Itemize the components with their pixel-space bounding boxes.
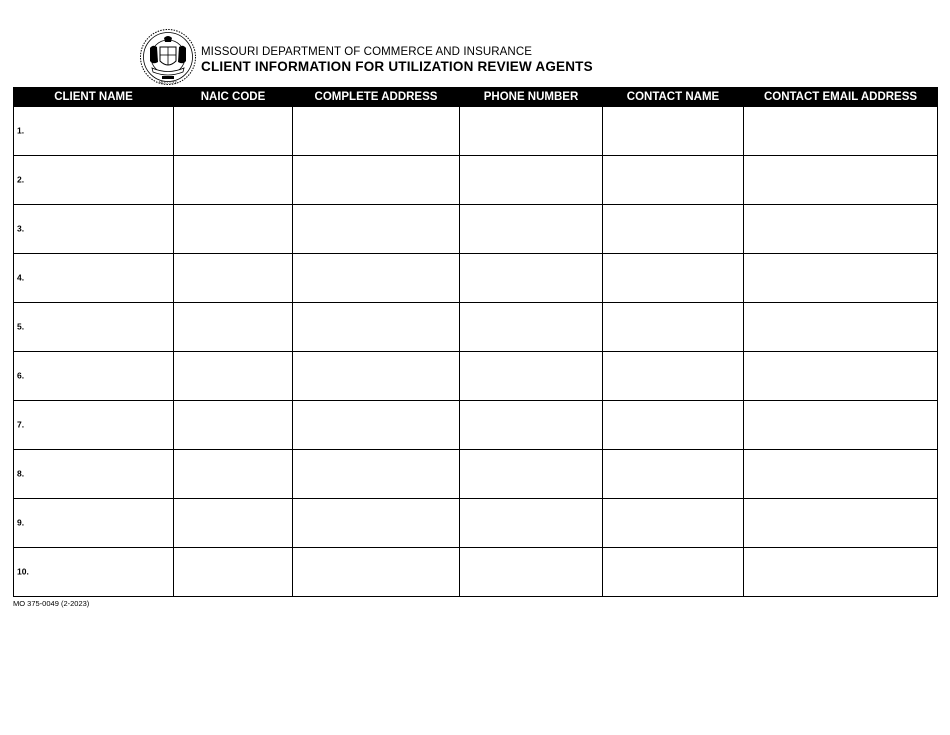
phone-number-field[interactable] <box>460 352 603 401</box>
contact-email-field[interactable] <box>744 499 938 548</box>
client-name-field[interactable] <box>14 499 174 548</box>
client-name-field[interactable] <box>14 548 174 597</box>
contact-name-field[interactable] <box>603 401 744 450</box>
contact-name-field[interactable] <box>603 548 744 597</box>
table-row <box>14 205 938 254</box>
phone-number-field[interactable] <box>460 548 603 597</box>
naic-code-field[interactable] <box>174 401 293 450</box>
complete-address-field[interactable] <box>293 499 460 548</box>
complete-address-field[interactable] <box>293 156 460 205</box>
row-number: 4. <box>17 272 25 283</box>
contact-name-field[interactable] <box>603 499 744 548</box>
complete-address-field[interactable] <box>293 205 460 254</box>
row-number: 6. <box>17 370 25 381</box>
client-name-field[interactable] <box>14 450 174 499</box>
client-information-table <box>13 87 938 597</box>
table-header-row <box>14 87 938 107</box>
form-number: MO 375-0049 (2-2023) <box>13 599 90 608</box>
form-title: CLIENT INFORMATION FOR UTILIZATION REVIEW AGENTS <box>201 59 593 74</box>
column-header-phone-number: PHONE NUMBER <box>460 87 603 107</box>
client-name-field[interactable] <box>14 156 174 205</box>
complete-address-field[interactable] <box>293 401 460 450</box>
naic-code-field[interactable] <box>174 156 293 205</box>
contact-name-field[interactable] <box>603 107 744 156</box>
contact-name-field[interactable] <box>603 205 744 254</box>
row-number: 2. <box>17 174 25 185</box>
complete-address-field[interactable] <box>293 107 460 156</box>
phone-number-field[interactable] <box>460 107 603 156</box>
client-name-field[interactable] <box>14 303 174 352</box>
column-header-client-name: CLIENT NAME <box>14 87 174 107</box>
contact-email-field[interactable] <box>744 352 938 401</box>
complete-address-field[interactable] <box>293 352 460 401</box>
row-number: 7. <box>17 419 25 430</box>
phone-number-field[interactable] <box>460 450 603 499</box>
contact-name-field[interactable] <box>603 303 744 352</box>
naic-code-field[interactable] <box>174 352 293 401</box>
row-number: 8. <box>17 468 25 479</box>
phone-number-field[interactable] <box>460 254 603 303</box>
naic-code-field[interactable] <box>174 499 293 548</box>
table-row <box>14 254 938 303</box>
contact-email-field[interactable] <box>744 107 938 156</box>
contact-name-field[interactable] <box>603 254 744 303</box>
complete-address-field[interactable] <box>293 254 460 303</box>
phone-number-field[interactable] <box>460 205 603 254</box>
department-name: MISSOURI DEPARTMENT OF COMMERCE AND INSURANCE <box>201 46 533 58</box>
missouri-state-seal-icon <box>139 28 197 86</box>
contact-email-field[interactable] <box>744 548 938 597</box>
complete-address-field[interactable] <box>293 450 460 499</box>
row-number: 3. <box>17 223 25 234</box>
column-header-contact-name: CONTACT NAME <box>603 87 744 107</box>
contact-email-field[interactable] <box>744 156 938 205</box>
client-name-field[interactable] <box>14 107 174 156</box>
complete-address-field[interactable] <box>293 548 460 597</box>
form-header <box>201 46 593 74</box>
table-row <box>14 107 938 156</box>
client-name-field[interactable] <box>14 401 174 450</box>
table-row <box>14 401 938 450</box>
phone-number-field[interactable] <box>460 401 603 450</box>
table-row <box>14 499 938 548</box>
table-row <box>14 303 938 352</box>
contact-email-field[interactable] <box>744 254 938 303</box>
contact-name-field[interactable] <box>603 450 744 499</box>
svg-text:MDCCCXX: MDCCCXX <box>159 80 177 85</box>
contact-name-field[interactable] <box>603 352 744 401</box>
phone-number-field[interactable] <box>460 156 603 205</box>
row-number: 5. <box>17 321 25 332</box>
row-number: 10. <box>17 566 29 577</box>
naic-code-field[interactable] <box>174 107 293 156</box>
table-row <box>14 450 938 499</box>
phone-number-field[interactable] <box>460 499 603 548</box>
column-header-contact-email: CONTACT EMAIL ADDRESS <box>744 87 938 107</box>
table-row <box>14 548 938 597</box>
client-name-field[interactable] <box>14 205 174 254</box>
naic-code-field[interactable] <box>174 254 293 303</box>
table-row <box>14 352 938 401</box>
naic-code-field[interactable] <box>174 303 293 352</box>
table-row <box>14 156 938 205</box>
naic-code-field[interactable] <box>174 450 293 499</box>
column-header-naic-code: NAIC CODE <box>174 87 293 107</box>
complete-address-field[interactable] <box>293 303 460 352</box>
contact-email-field[interactable] <box>744 450 938 499</box>
naic-code-field[interactable] <box>174 548 293 597</box>
contact-email-field[interactable] <box>744 401 938 450</box>
client-name-field[interactable] <box>14 352 174 401</box>
client-name-field[interactable] <box>14 254 174 303</box>
contact-name-field[interactable] <box>603 156 744 205</box>
contact-email-field[interactable] <box>744 303 938 352</box>
phone-number-field[interactable] <box>460 303 603 352</box>
row-number: 9. <box>17 517 25 528</box>
naic-code-field[interactable] <box>174 205 293 254</box>
contact-email-field[interactable] <box>744 205 938 254</box>
row-number: 1. <box>17 125 25 136</box>
column-header-complete-address: COMPLETE ADDRESS <box>293 87 460 107</box>
